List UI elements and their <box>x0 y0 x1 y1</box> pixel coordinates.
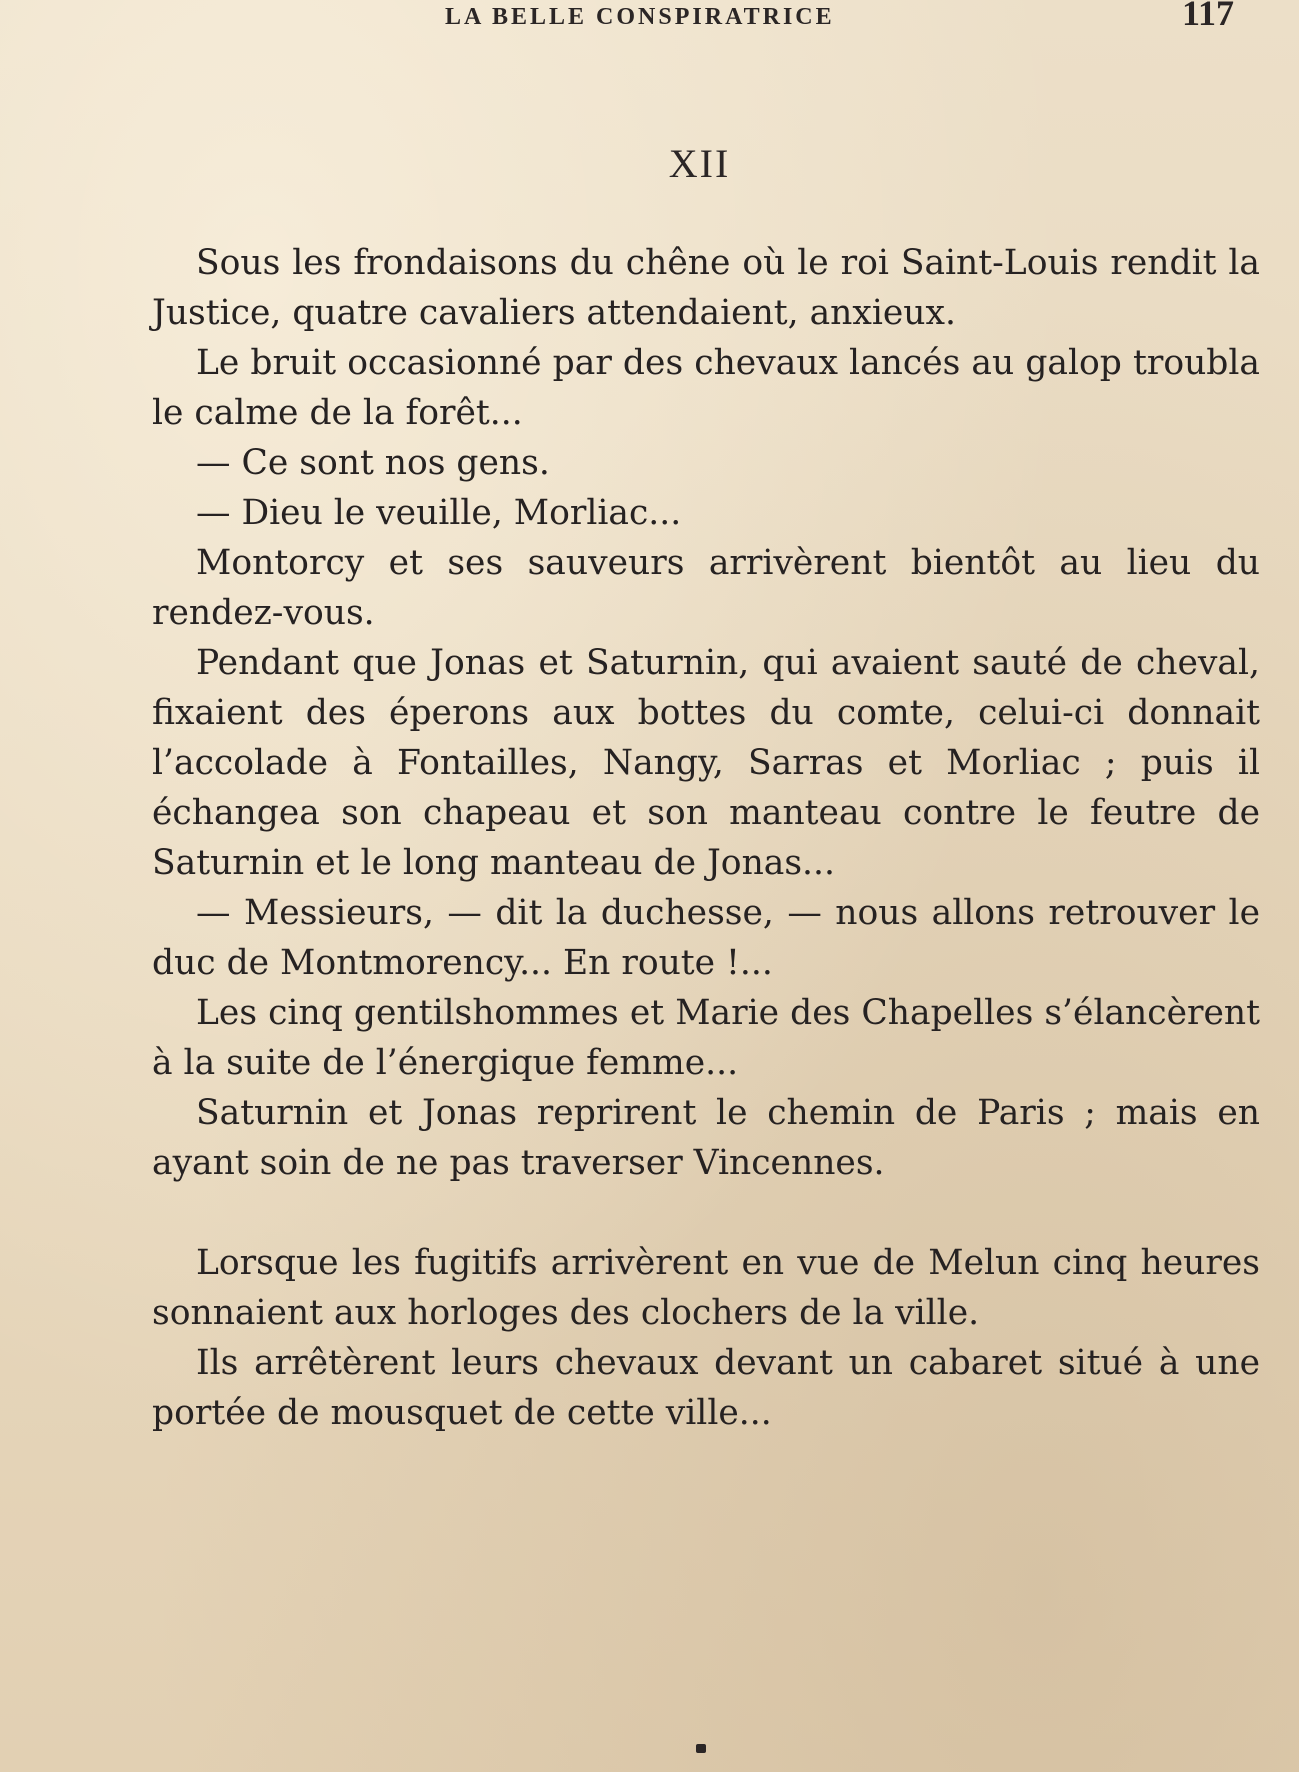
body-text <box>152 238 1260 1438</box>
paragraph: Le bruit occasionné par des chevaux lancés au galop troubla le calme de la forêt... <box>152 343 1260 433</box>
chapter-heading: XII <box>668 141 731 186</box>
ink-mark <box>696 1744 706 1753</box>
dialogue-line: — Messieurs, — dit la duchesse, — nous allons retrouver le duc de Montmorency... En route !... <box>152 893 1260 983</box>
page-number: 117 <box>1182 0 1235 33</box>
paragraph: Ils arrêtèrent leurs chevaux devant un cabaret situé à une portée de mousquet de cette ville... <box>152 1343 1260 1433</box>
dialogue-line: — Ce sont nos gens. <box>196 443 550 483</box>
paragraph: Sous les frondaisons du chêne où le roi Saint-Louis rendit la Justice, quatre cavaliers attendaient, anxieux. <box>152 243 1260 333</box>
section-break <box>152 1188 1260 1238</box>
paragraph: Lorsque les fugitifs arrivèrent en vue de Melun cinq heures sonnaient aux horloges des clochers de la ville. <box>152 1243 1260 1333</box>
paragraph: Pendant que Jonas et Saturnin, qui avaient sauté de cheval, fixaient des éperons aux bottes du comte, celui-ci donnait l’accolade à Fontailles, Nangy, Sarras et Morliac ; puis il échangea son chapeau et son manteau contre le feutre de Saturnin et le long manteau de Jonas... <box>152 643 1260 883</box>
paragraph: Montorcy et ses sauveurs arrivèrent bientôt au lieu du rendez-vous. <box>152 543 1260 633</box>
dialogue-line: — Dieu le veuille, Morliac... <box>196 493 682 533</box>
paragraph: Les cinq gentilshommes et Marie des Chapelles s’élancèrent à la suite de l’énergique femme... <box>152 993 1260 1083</box>
running-head <box>0 0 1299 36</box>
paragraph: Saturnin et Jonas reprirent le chemin de Paris ; mais en ayant soin de ne pas traverser Vincennes. <box>152 1093 1260 1183</box>
running-title: LA BELLE CONSPIRATRICE <box>445 4 835 30</box>
